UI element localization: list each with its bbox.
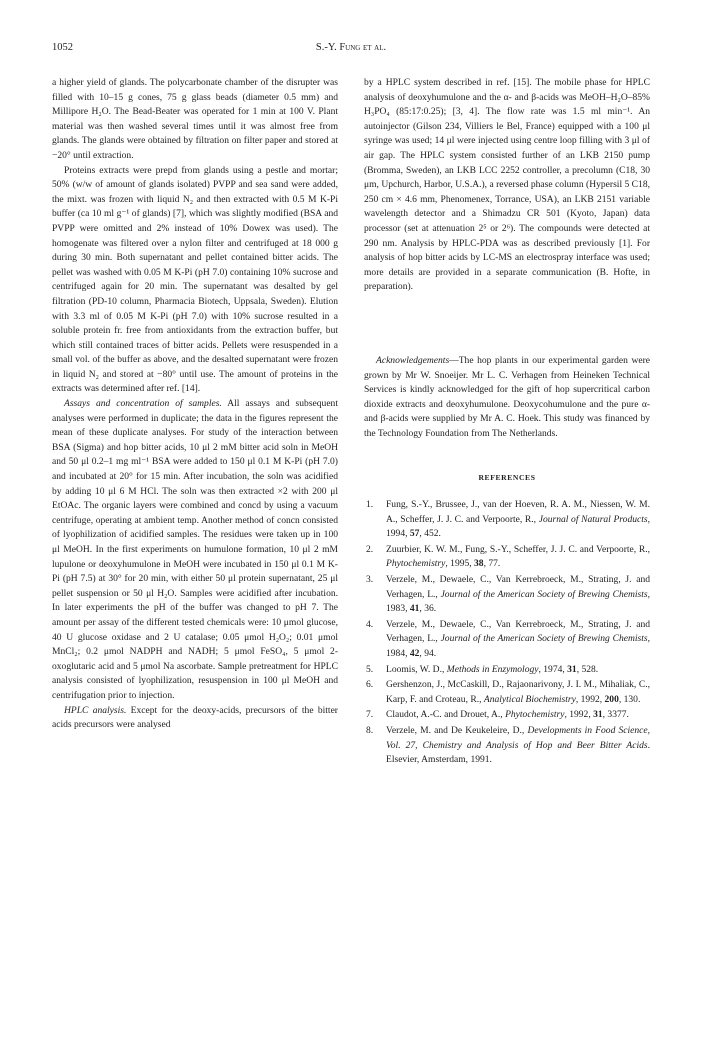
reference-year: . Elsevier, Amsterdam, 1991.	[386, 739, 650, 766]
reference-number: 7.	[366, 709, 374, 721]
reference-authors: Verzele, M. and De Keukeleire, D.,	[386, 724, 528, 736]
reference-authors: Zuurbier, K. W. M., Fung, S.-Y., Scheffer, J. J. C. and Verpoorte, R.,	[386, 543, 650, 555]
reference-volume: 41	[409, 603, 420, 615]
reference-authors: Verzele, M., Dewaele, C., Van Kerrebroeck, M., Strating, J. and Verhagen, L.,	[386, 574, 650, 600]
page-number: 1052	[52, 42, 73, 53]
reference-year: , 1994,	[386, 513, 650, 540]
acknowledgements-heading: Acknowledgements	[376, 354, 450, 366]
paragraph-assays	[52, 397, 338, 703]
running-title: S.-Y. Fung et al.	[315, 42, 387, 53]
reference-volume: 200	[604, 693, 619, 705]
reference-volume: 31	[567, 663, 577, 675]
reference-number: 6.	[366, 679, 374, 691]
reference-journal: Journal of Natural Products	[538, 513, 648, 525]
reference-journal: Analytical Biochemistry	[483, 693, 576, 705]
reference-pages: , 452.	[419, 528, 441, 540]
reference-number: 1.	[366, 499, 374, 511]
references-heading: REFERENCES	[478, 473, 536, 483]
paragraph-hplc	[52, 704, 338, 733]
reference-item	[364, 498, 650, 542]
reference-item	[364, 724, 650, 768]
hplc-text: Except for the deoxy-acids, precursors of the bitter acids precursors were analysed	[52, 704, 338, 731]
reference-pages: , 528.	[576, 663, 599, 675]
reference-year: , 1984,	[386, 633, 650, 659]
reference-authors: Verzele, M., Dewaele, C., Van Kerrebroeck, M., Strating, J. and Verhagen, L.,	[386, 618, 650, 645]
reference-item	[364, 543, 650, 572]
left-column	[52, 76, 338, 733]
reference-year: , 1992,	[575, 693, 605, 705]
page-header	[52, 42, 650, 56]
reference-item	[364, 618, 650, 662]
reference-pages: , 3377.	[602, 709, 629, 721]
reference-volume: 38	[474, 558, 484, 570]
reference-number: 5.	[366, 663, 374, 675]
reference-number: 2.	[366, 543, 374, 555]
reference-item	[364, 708, 650, 723]
reference-authors: Fung, S.-Y., Brussee, J., van der Hoeven, R. A. M., Niessen, W. M. A., Scheffer, J. J. C. and Verpoorte, R.,	[386, 499, 650, 525]
reference-authors: Gershenzon, J., McCaskill, D., Rajaonarivony, J. I. M., Mihaliak, C., Karp, F. and Croteau, R.,	[386, 679, 650, 705]
reference-year: , 1983,	[386, 588, 650, 615]
reference-year: , 1974,	[538, 663, 568, 675]
reference-item	[364, 678, 650, 707]
reference-number: 8.	[366, 724, 374, 736]
reference-journal: Journal of the American Society of Brewing Chemists	[440, 588, 648, 600]
paragraph-gland-isolation: a higher yield of glands. The polycarbonate chamber of the disrupter was filled with 10–15 g cones, 75 g glass beads (diameter 0.5 mm) and Millipore H₂O. The Bead-Beater was operated for 1 min at 100 V. Plant material was then washed several times until it was almost free from glands. The glands were obtained by filtration on filter paper and stored at −20° until extraction.	[52, 77, 338, 161]
reference-volume: 57	[409, 528, 420, 540]
reference-authors: Loomis, W. D.,	[386, 663, 447, 675]
paragraph-protein-extracts: Proteins extracts were prepd from glands using a pestle and mortar; 50% (w/w of amount of glands isolated) PVPP and sea sand were added, the mixt. was frozen with liquid N₂ and then extracted with 0.5 M K-Pi buffer (ca 10 ml g⁻¹ of glands) [7], which was slightly modified (BSA and PVPP were omitted and 2% instead of 10% Dowex was used). The homogenate was filtered over a nylon filter and centrifuged at 18 000 g during 30 min. Both supernatant and pellet contained bitter acids. The pellet was washed with 0.05 M K-Pi (pH 7.0) containing 10% sucrose and centrifuged again for 20 min. The supernatant was desalted by gel filtration (PD-10 column, Pharmacia Biotech, Uppsala, Sweden). Elution with 3.3 ml of 0.05 M K-Pi (pH 7.0) with 10% sucrose resulted in a soluble protein fr. free from antioxidants from the extraction buffer, but which still contained traces of bitter acids. Pellets were resuspended in a small vol. of the buffer as above, and the desalted supernatant were frozen in liquid N₂ and stored at −80° until use. The amount of proteins in the extracts was determined after ref. [14].	[52, 164, 338, 395]
reference-journal: Phytochemistry	[505, 709, 565, 721]
reference-pages: , 77.	[483, 558, 501, 570]
reference-journal: Journal of the American Society of Brewing Chemists	[440, 633, 648, 645]
references-list	[364, 498, 650, 768]
reference-pages: , 94.	[419, 648, 437, 659]
reference-number: 3.	[366, 574, 374, 586]
reference-item	[364, 573, 650, 617]
acknowledgements-text: —The hop plants in our experimental garden were grown by Mr W. Snoeijer. Mr L. C. Verhagen from Heineken Technical Services is kindly acknowledged for the gift of hop supercritical carbon dioxide extracts and deoxyhumulone. Deoxycohumulone and the pure α- and β-acids were supplied by Mr A. C. Hoek. This study was financed by the Technology Foundation from The Netherlands.	[364, 354, 650, 439]
paragraph-hplc-continued: by a HPLC system described in ref. [15]. The mobile phase for HPLC analysis of deoxyhumulone and the α- and β-acids was MeOH–H₂O–85% H₃PO₄ (85:17:0.25); [3, 4]. The flow rate was 1.5 ml min⁻¹. An autoinjector (Gilson 234, Villiers le Bel, France) equipped with a 100 μl syringe was used; 14 μl were injected using centre loop filling with 3 μl of air gap. The HPLC system consisted further of an LKB 2150 pump (Bromma, Sweden), an LKB LCC 2252 controller, a precolumn (C18, 30 μm, Upchurch, Harbor, U.S.A.), a reversed phase column (Hypersil 5 C18, 250 cm × 4.6 mm, Phenomenex, Torrance, USA), an LKB 2151 variable wavelength detector and a Shimadzu CR 501 (Kyoto, Japan) data processor (set at attenuation 2⁵ or 2⁶). The compounds were detected at 290 nm. Analysis by HPLC-PDA was as described previously [1]. For analysis of hop bitter acids by LC-MS an electrospray interface was used; more details are provided in a separate communication (B. Hofte, in preparation).	[364, 77, 650, 293]
reference-volume: 31	[593, 709, 603, 721]
reference-year: , 1995,	[445, 558, 475, 570]
assays-text: All assays and subsequent analyses were performed in duplicate; the data in the figures represent the mean of these duplicate analyses. For study of the interaction between BSA (Sigma) and hop bitter acids, 10 μl 2 mM bitter acid soln in MeOH and 50 μl 0.2–1 mg ml⁻¹ BSA were added to 150 μl 0.1 M K-Pi (pH 7.0) and incubated at 20° for 15 min. After incubation, the soln was acidified by adding 10 μl 6 M HCl. The soln was then extracted ×2 with 200 μl EtOAc. The organic layers were combined and concd by using a vacuum centrifuge, operating at ambient temp. Another method of concn consisted of lyophilization of acidified samples. The residues were taken up in 100 μl MeOH. In the first experiments on humulone formation, 10 μl 2 mM lupulone or deoxyhumulone in MeOH were incubated in 150 μl 0.1 M K-Pi (pH 7.5) at 30° for 20 min, with either 50 μl protein supernatant, 25 μl pellet suspension or 50 μl H₂O. Samples were acidified after incubation. In later experiments the pH of the buffer was changed to pH 7. The amount per assay of the different tested chemicals were: 10 μmol glucose, 40 U glucose oxidase and 2 U catalase; 0.05 μmol H₂O₂; 0.01 μmol MnCl₂; 0.2 μmol NADPH and NADH; 5 μmol FeSO₄, 5 μmol 2-oxoglutaric acid and 5 μmol Na ascorbate. Sample pretreatment for HPLC analysis consisted of lyophilization, resuspension in 100 μl MeOH and centrifugation prior to injection.	[52, 398, 338, 701]
reference-journal: Phytochemistry	[386, 558, 446, 570]
reference-journal: Methods in Enzymology	[446, 663, 539, 675]
section-spacer	[364, 295, 650, 354]
acknowledgements	[364, 354, 650, 442]
hplc-heading: HPLC analysis.	[64, 704, 127, 716]
reference-pages: , 130.	[618, 693, 641, 705]
reference-volume: 42	[409, 648, 420, 659]
assays-heading: Assays and concentration of samples.	[64, 398, 222, 410]
reference-item	[364, 663, 650, 678]
reference-journal: Developments in Food Science, Vol. 27, Chemistry and Analysis of Hop and Beer Bitter Acids	[386, 724, 651, 751]
reference-year: , 1992,	[564, 709, 594, 721]
reference-authors: Claudot, A.-C. and Drouet, A.,	[386, 709, 506, 721]
reference-pages: , 36.	[419, 603, 437, 615]
right-column	[364, 76, 650, 769]
reference-number: 4.	[366, 618, 374, 630]
